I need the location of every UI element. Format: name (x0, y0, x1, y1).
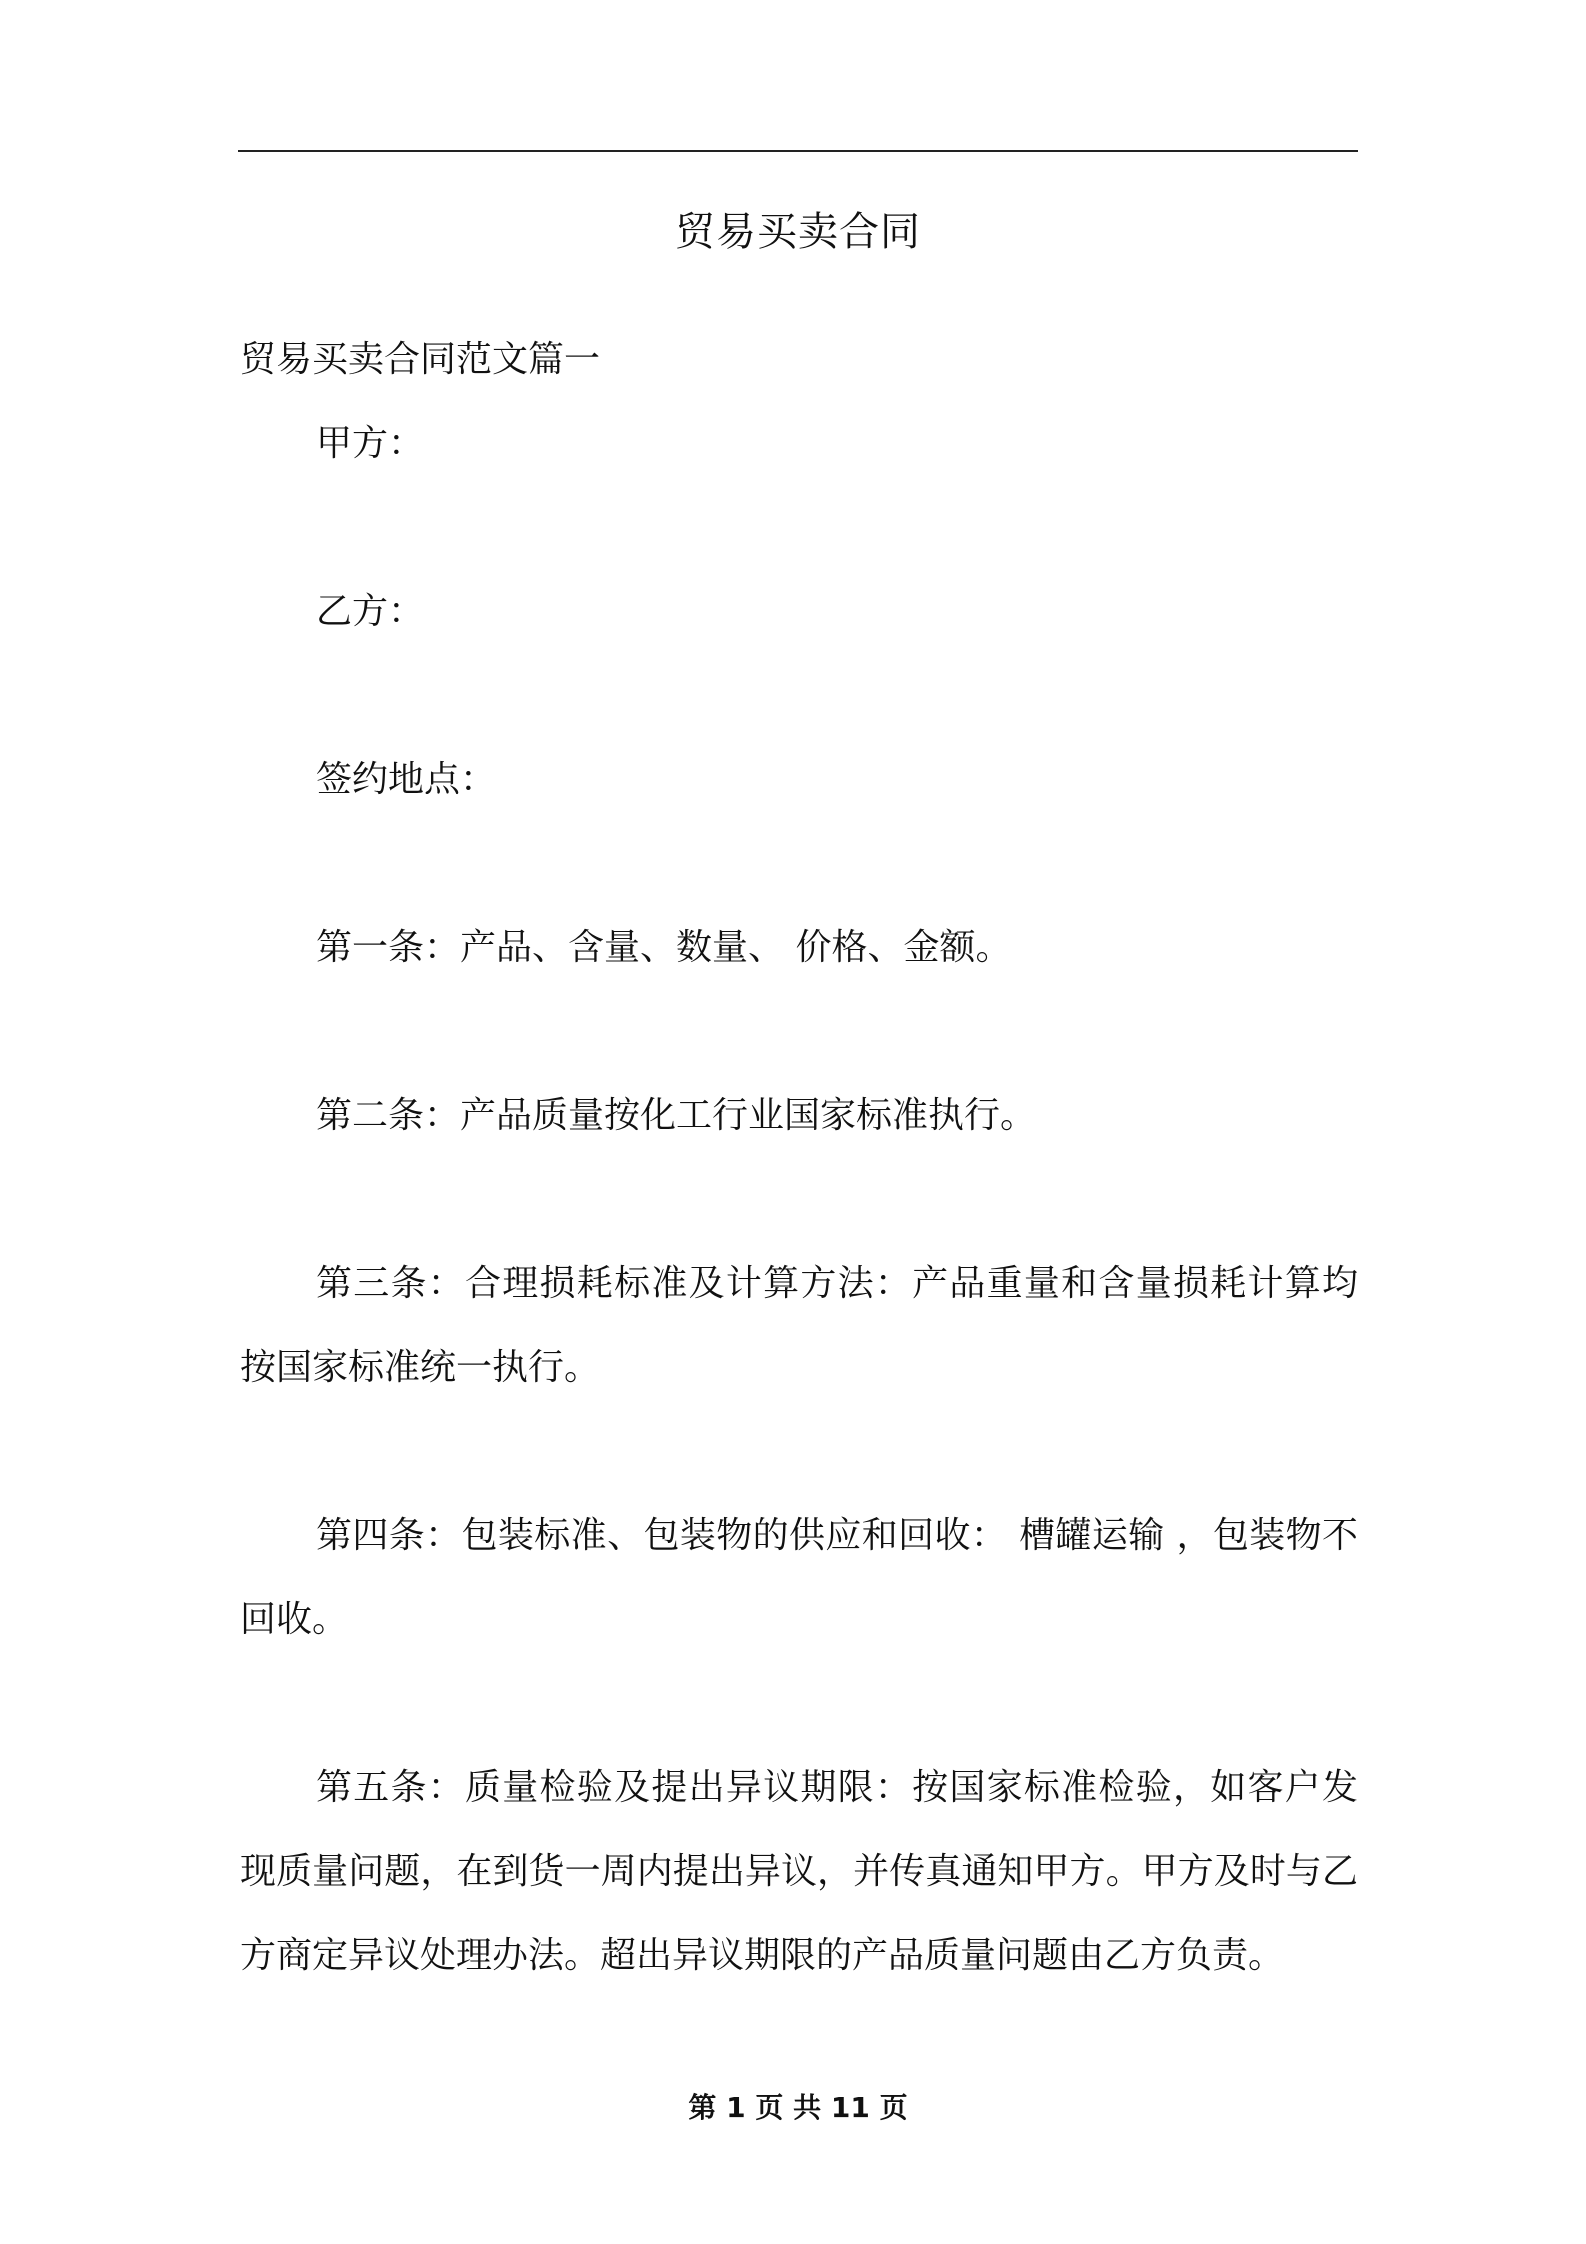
document-subtitle: 贸易买卖合同范文篇一 (240, 339, 601, 380)
party-a-line: 甲方： (316, 423, 425, 464)
article-1: 第一条：产品、含量、数量、 价格、金额。 (316, 927, 1012, 968)
party-b-line: 乙方： (316, 591, 425, 632)
page-number: 第 1 页 共 11 页 (688, 2091, 908, 2124)
signing-place-line: 签约地点： (316, 759, 497, 800)
article-4: 第四条：包装标准、包装物的供应和回收： 槽罐运输 ，包装物不回收。 (240, 1515, 1358, 1640)
article-5: 第五条：质量检验及提出异议期限：按国家标准检验，如客户发现质量问题，在到货一周内提出异议，并传真通知甲方。甲方及时与乙方商定异议处理办法。超出异议期限的产品质量问题由乙方负责。 (240, 1767, 1358, 1976)
header-rule (238, 150, 1358, 152)
document-title: 贸易买卖合同 (675, 209, 921, 255)
article-2: 第二条：产品质量按化工行业国家标准执行。 (316, 1095, 1037, 1136)
article-3: 第三条：合理损耗标准及计算方法：产品重量和含量损耗计算均按国家标准统一执行。 (240, 1263, 1358, 1388)
